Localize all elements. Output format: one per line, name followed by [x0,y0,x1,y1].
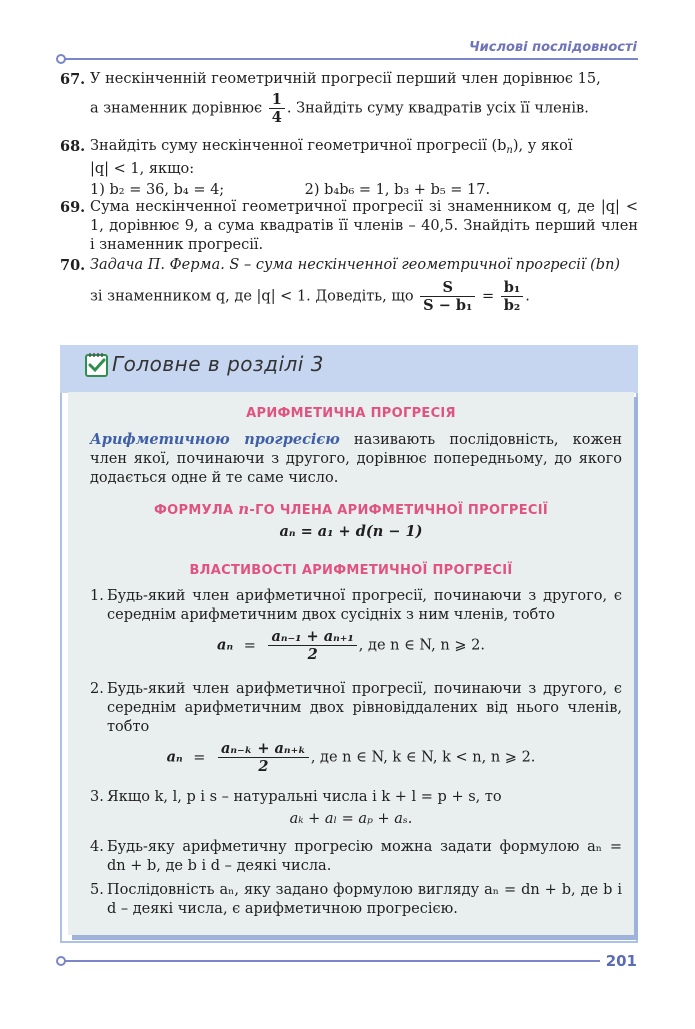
problem-text: а знаменник дорівнює [90,100,263,117]
period: . [525,288,530,305]
option-1: 1) b₂ = 36, b₄ = 4; [90,182,225,198]
fraction-s-over-s-minus-b1: $\frac{S}{\text{S − b₁}}$ [420,279,475,314]
fraction-one-quarter: $\frac{1}{4}$ [269,91,285,126]
problem-number: 70. [60,257,86,274]
problem-text: Сума нескінченної геометричної прогресії зі знаменником q, де |q| < 1, дорівнює 9, а сума квадратів її членів – 40,5. Знайдіть перший член і знаменник прогресії. [90,199,638,253]
option-2: 2) b₄b₆ = 1, b₃ + b₅ = 17. [304,182,491,198]
fraction-b1-over-b2: $\frac{\text{b₁}}{\text{b₂}}$ [501,279,524,314]
problem-text: Задача П. Ферма. S – сума нескінченної геометричної прогресії (bn) [90,257,621,273]
property-4 [90,838,622,876]
property-text: Якщо k, l, p і s – натуральні числа і k + l = p + s, то [107,789,502,805]
property-text: Будь-яку арифметичну прогресію можна задати формулою aₙ = dn + b, де b і d – деякі числа. [107,839,622,874]
property-number: 3. [90,789,104,805]
property-1-formula: aₙ = $\frac{\text{aₙ₋₁ + aₙ₊₁}}{2}$ , де n ∈ N, n ⩾ 2. [217,628,485,663]
property-number: 5. [90,882,104,898]
property-number: 2. [90,681,104,697]
footer-rule [60,960,600,962]
summary-title: Головне в розділі 3 [112,352,324,376]
property-5 [90,881,622,919]
property-text: Будь-який член арифметичної прогресії, починаючи з другого, є середнім арифметичним двох сусідніх з ним членів, тобто [107,588,622,623]
property-2-formula: aₙ = $\frac{\text{aₙ₋ₖ + aₙ₊ₖ}}{2}$ , де n ∈ N, k ∈ N, k < n, n ⩾ 2. [166,740,536,775]
page-number: 201 [605,952,637,970]
property-text: Послідовність aₙ, яку задано формулою вигляду aₙ = dn + b, де b і d – деякі числа, є арифметичною прогресією. [107,882,622,917]
problem-70 [60,256,638,314]
section-heading-properties: ВЛАСТИВОСТІ АРИФМЕТИЧНОЇ ПРОГРЕСІЇ [189,563,513,578]
problem-number: 69. [60,199,86,216]
header-rule [60,58,638,60]
nth-term-formula: aₙ = a₁ + d(n − 1) [279,523,423,540]
property-3-formula: aₖ + aₗ = aₚ + aₛ. [289,811,413,827]
property-number: 4. [90,839,104,855]
equals-sign: = [482,288,495,305]
property-3 [90,788,622,807]
problem-text: . Знайдіть суму квадратів усіх її членів. [286,100,589,117]
problem-number: 67. [60,71,86,88]
problem-69 [60,198,638,255]
problem-text: |q| < 1, якщо: [90,161,195,177]
problem-text: Знайдіть суму нескінченної геометричної прогресії (b [90,138,507,154]
problem-68: 68. Знайдіть суму нескінченної геометричної прогресії $(b_n)$, у якої |q| < 1, якщо: 1) b₂ = 36, b₄ = 4; 2) b₄b₆ = 1, b₃ + b₅ = 17. [60,137,638,200]
problem-67 [60,70,638,126]
problem-text: ), у якої [512,138,573,154]
definition-paragraph [90,430,622,488]
problem-text: У нескінченній геометричній прогресії перший член дорівнює 15, [90,71,601,87]
problem-text: зі знаменником q, де |q| < 1. Доведіть, що [90,288,414,305]
definition-text: називають послідовність, кожен член якої, починаючи з другого, дорівнює попередньому, до якого додається одне й те саме число. [90,432,622,486]
property-number: 1. [90,588,104,604]
running-header: Числові послідовності [469,40,637,55]
footer-rule-dot [56,956,66,966]
checkbox-notepad-icon [84,350,110,378]
fraction-equidistant-mean: $\frac{\text{aₙ₋ₖ + aₙ₊ₖ}}{2}$ [218,740,309,775]
section-heading-nth-term: ФОРМУЛА n-ГО ЧЛЕНА АРИФМЕТИЧНОЇ ПРОГРЕСІЇ [153,500,549,518]
property-text: Будь-який член арифметичної прогресії, починаючи з другого, є середнім арифметичним двох рівновіддалених від нього членів, тобто [107,681,622,735]
property-2 [90,680,622,737]
fraction-neighbors-mean: $\frac{\text{aₙ₋₁ + aₙ₊₁}}{2}$ [268,628,356,663]
defined-term: Арифметичною прогресією [90,431,340,448]
section-heading-arithmetic-progression: АРИФМЕТИЧНА ПРОГРЕСІЯ [246,406,456,421]
property-1 [90,587,622,625]
header-rule-dot [56,54,66,64]
problem-number: 68. [60,138,86,155]
